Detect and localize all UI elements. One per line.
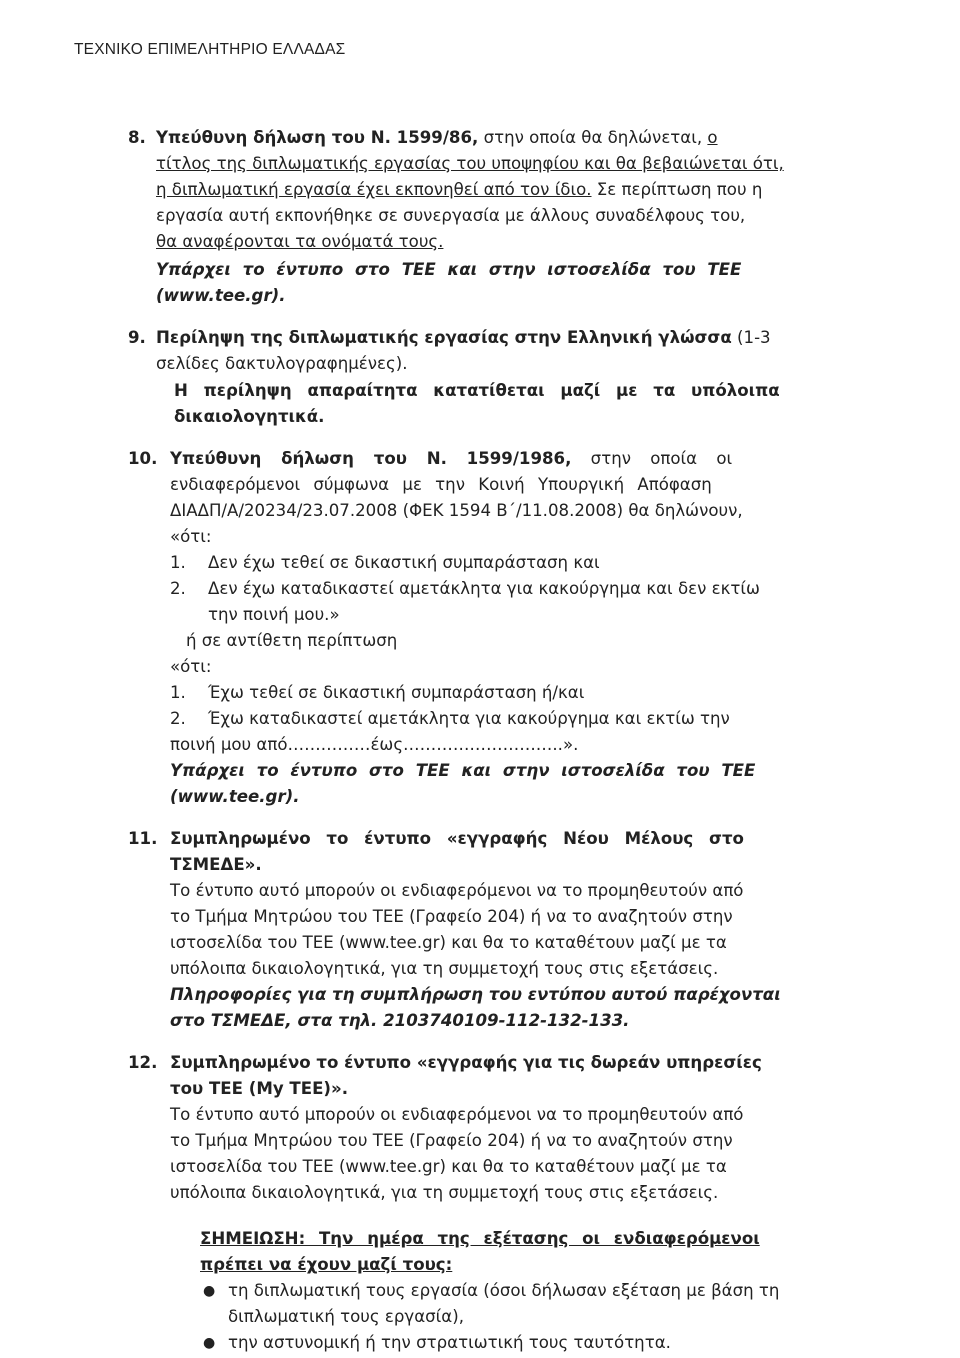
clause-number: 2. — [170, 709, 186, 728]
item-text: Σε περίπτωση που η — [591, 180, 763, 199]
item-10-line-1 — [128, 448, 732, 470]
item-heading: Συμπληρωμένο το έντυπο «εγγραφής για τις δωρεάν υπηρεσίες — [170, 1053, 762, 1072]
clause-text: Έχω καταδικαστεί αμετάκλητα για κακούργημα και εκτίω την — [208, 709, 730, 728]
item-12-line-3: Το έντυπο αυτό μπορούν οι ενδιαφερόμενοι να το προμηθευτούν από — [170, 1105, 744, 1124]
item-8-line-1 — [128, 127, 718, 149]
item-10-clause-2-cont: την ποινή μου.» — [208, 605, 340, 624]
clause-number: 2. — [170, 579, 186, 598]
item-12-line-1 — [128, 1052, 762, 1074]
item-12-line-5: ιστοσελίδα του ΤΕΕ (www.tee.gr) και θα το καταθέτουν μαζί με τα — [170, 1157, 727, 1176]
item-10-clause-2 — [170, 578, 760, 600]
item-10-alt-clause-2 — [170, 708, 730, 730]
note-bullet-1-cont: διπλωματική τους εργασία), — [228, 1307, 464, 1326]
item-10-oti-2: «ότι: — [170, 657, 212, 676]
item-9-line-3: Η περίληψη απαραίτητα κατατίθεται μαζί με τα υπόλοιπα — [174, 381, 780, 400]
item-9-line-1 — [128, 327, 771, 349]
item-8-line-2: τίτλος της διπλωματικής εργασίας του υποψηφίου και θα βεβαιώνεται ότι, — [156, 154, 784, 173]
item-text: (1-3 — [731, 328, 771, 347]
item-10-line-4: «ότι: — [170, 527, 212, 546]
note-heading-1: ΣΗΜΕΙΩΣΗ: Την ημέρα της εξέτασης οι ενδιαφερόμενοι — [200, 1229, 760, 1248]
item-11-line-5: ιστοσελίδα του ΤΕΕ (www.tee.gr) και θα το καταθέτουν μαζί με τα — [170, 933, 727, 952]
item-10-line-2: ενδιαφερόμενοι σύμφωνα με την Κοινή Υπουργική Απόφαση — [170, 475, 712, 494]
item-text-underlined: η διπλωματική εργασία έχει εκπονηθεί από τον ίδιο. — [156, 180, 592, 199]
item-10-alt-clause-2-cont: ποινή μου από……………έως………………………..». — [170, 735, 579, 754]
item-text-underlined: ο — [707, 128, 718, 147]
item-12-line-2: του ΤΕΕ (My TEE)». — [170, 1079, 349, 1098]
item-number: 12. — [128, 1053, 158, 1072]
item-text: στην οποία θα δηλώνεται, — [478, 128, 703, 147]
clause-text: Δεν έχω τεθεί σε δικαστική συμπαράσταση και — [208, 553, 600, 572]
item-11-info-1: Πληροφορίες για τη συμπλήρωση του εντύπου αυτού παρέχονται — [170, 985, 781, 1004]
item-number: 10. — [128, 449, 158, 468]
note-bullet-1: τη διπλωματική τους εργασία (όσοι δήλωσαν εξέταση με βάση τη — [228, 1281, 780, 1300]
item-heading: Υπεύθυνη δήλωση του Ν. 1599/86, — [156, 128, 479, 147]
item-11-line-2: ΤΣΜΕΔΕ». — [170, 855, 262, 874]
item-heading: Περίληψη της διπλωματικής εργασίας στην Ελληνική γλώσσα — [156, 328, 732, 347]
clause-text: Δεν έχω καταδικαστεί αμετάκλητα για κακούργημα και δεν εκτίω — [208, 579, 760, 598]
item-8-line-5: θα αναφέρονται τα ονόματά τους. — [156, 232, 444, 251]
clause-text: Έχω τεθεί σε δικαστική συμπαράσταση ή/και — [208, 683, 585, 702]
item-11-line-6: υπόλοιπα δικαιολογητικά, για τη συμμετοχή τους στις εξετάσεις. — [170, 959, 719, 978]
item-heading: Υπεύθυνη δήλωση του Ν. 1599/1986, — [170, 449, 572, 468]
item-12-line-6: υπόλοιπα δικαιολογητικά, για τη συμμετοχή τους στις εξετάσεις. — [170, 1183, 719, 1202]
item-10-alt-clause-1 — [170, 682, 584, 704]
item-10-or: ή σε αντίθετη περίπτωση — [186, 631, 398, 650]
item-8-website: (www.tee.gr). — [156, 286, 286, 305]
item-8-line-3 — [156, 179, 762, 201]
item-10-line-3: ΔΙΑΔΠ/Α/20234/23.07.2008 (ΦΕΚ 1594 Β΄/11.08.2008) θα δηλώνουν, — [170, 501, 743, 520]
clause-number: 1. — [170, 553, 186, 572]
item-9-line-2: σελίδες δακτυλογραφημένες). — [156, 354, 408, 373]
note-bullet-2: την αστυνομική ή την στρατιωτική τους ταυτότητα. — [228, 1333, 671, 1352]
item-10-clause-1 — [170, 552, 600, 574]
item-10-website: (www.tee.gr). — [170, 787, 300, 806]
item-number: 9. — [128, 328, 146, 347]
item-8-form-note: Υπάρχει το έντυπο στο ΤΕΕ και στην ιστοσελίδα του ΤΕΕ — [156, 260, 742, 279]
item-11-line-1 — [128, 828, 744, 850]
item-number: 11. — [128, 829, 158, 848]
bullet-icon: ● — [203, 1335, 216, 1351]
item-text: στην οποία οι — [571, 449, 733, 468]
bullet-icon: ● — [203, 1283, 216, 1299]
clause-number: 1. — [170, 683, 186, 702]
item-heading: Συμπληρωμένο το έντυπο «εγγραφής Νέου Μέλους στο — [170, 829, 744, 848]
item-11-line-3: Το έντυπο αυτό μπορούν οι ενδιαφερόμενοι να το προμηθευτούν από — [170, 881, 744, 900]
page-header: ΤΕΧΝΙΚΟ ΕΠΙΜΕΛΗΤΗΡΙΟ ΕΛΛΑΔΑΣ — [74, 41, 346, 58]
item-11-info-2: στο ΤΣΜΕΔΕ, στα τηλ. 2103740109-112-132-133. — [170, 1011, 630, 1030]
note-heading-2: πρέπει να έχουν μαζί τους: — [200, 1255, 453, 1274]
item-12-line-4: το Τμήμα Μητρώου του ΤΕΕ (Γραφείο 204) ή να το αναζητούν στην — [170, 1131, 733, 1150]
item-10-form-note: Υπάρχει το έντυπο στο ΤΕΕ και στην ιστοσελίδα του ΤΕΕ — [170, 761, 756, 780]
item-8-line-4: εργασία αυτή εκπονήθηκε σε συνεργασία με άλλους συναδέλφους του, — [156, 206, 746, 225]
item-9-line-4: δικαιολογητικά. — [174, 407, 325, 426]
item-11-line-4: το Τμήμα Μητρώου του ΤΕΕ (Γραφείο 204) ή να το αναζητούν στην — [170, 907, 733, 926]
item-number: 8. — [128, 128, 146, 147]
